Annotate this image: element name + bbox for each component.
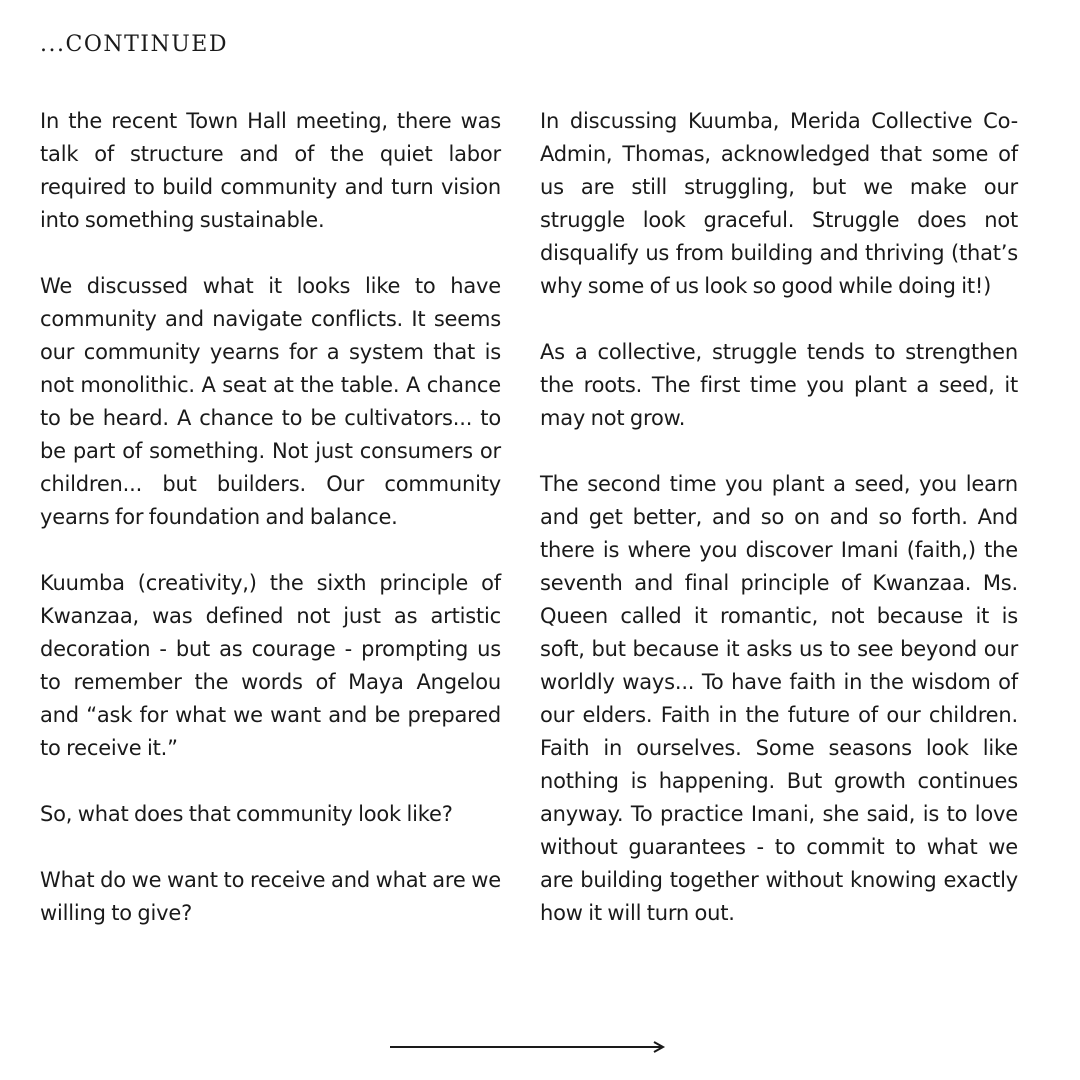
paragraph: What do we want to receive and what are we willing to give? <box>40 868 501 925</box>
paragraph: We discussed what it looks like to have community and navigate conflicts. It seems our community yearns for a system that is not monolithic. A seat at the table. A chance to be heard. A chance to be cultivators... to be part of something. Not just consumers or children... but builders. Our community yearns for foundation and balance. <box>40 274 501 529</box>
page-title: ...CONTINUED <box>40 32 228 57</box>
paragraph: In the recent Town Hall meeting, there was talk of structure and of the quiet labor required to build community and turn vision into something sustainable. <box>40 109 501 232</box>
left-column <box>40 105 501 963</box>
right-column <box>540 105 1018 963</box>
paragraph: So, what does that community look like? <box>40 802 453 826</box>
paragraph: Kuumba (creativity,) the sixth principle of Kwanzaa, was defined not just as artistic decoration - but as courage - prompting us to remember the words of Maya Angelou and “ask for what we want and be prepared to receive it.” <box>40 571 501 760</box>
arrow-right-icon[interactable] <box>390 1038 666 1056</box>
paragraph: In discussing Kuumba, Merida Collective Co-Admin, Thomas, acknowledged that some of us are still struggling, but we make our struggle look graceful. Struggle does not disqualify us from building and thriving (that’s why some of us look so good while doing it!) <box>540 109 1018 298</box>
paragraph: As a collective, struggle tends to strengthen the roots. The first time you plant a seed, it may not grow. <box>540 340 1018 430</box>
paragraph: The second time you plant a seed, you learn and get better, and so on and so forth. And there is where you discover Imani (faith,) the seventh and final principle of Kwanzaa. Ms. Queen called it romantic, not because it is soft, but because it asks us to see beyond our worldly ways... To have faith in the wisdom of our elders. Faith in the future of our children. Faith in ourselves. Some seasons look like nothing is happening. But growth continues anyway. To practice Imani, she said, is to love without guarantees - to commit to what we are building together without knowing exactly how it will turn out. <box>540 472 1018 925</box>
